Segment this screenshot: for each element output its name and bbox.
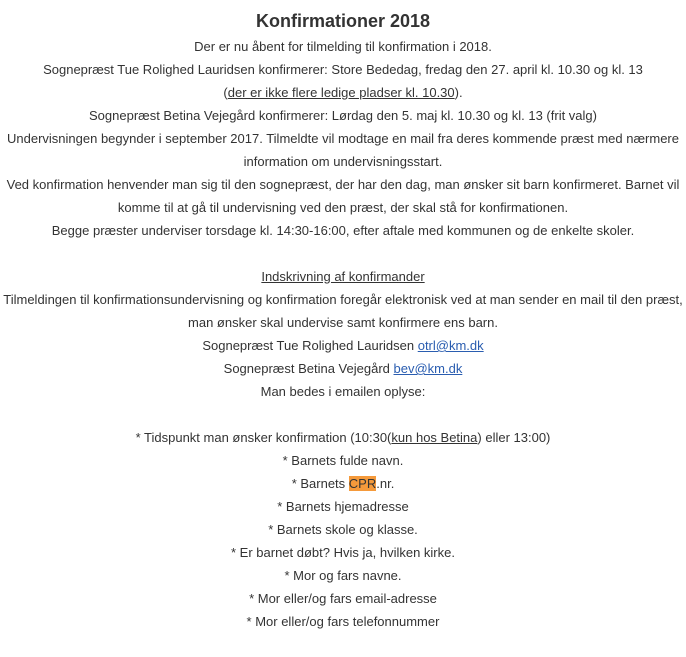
list-item-address: * Barnets hjemadresse [277, 499, 409, 514]
list-item-parent-phone: * Mor eller/og fars telefonnummer [246, 614, 440, 629]
enrollment-heading-text: Indskrivning af konfirmander [261, 269, 425, 284]
teaching-start-line-2: information om undervisningsstart. [243, 154, 443, 169]
tue-contact-label: Sognepræst Tue Rolighed Lauridsen [202, 338, 418, 353]
tue-email-link[interactable]: otrl@km.dk [417, 338, 484, 353]
list-item-cpr-prefix: * Barnets [291, 476, 349, 491]
teaching-start-line-1: Undervisningen begynder i september 2017. Tilmeldte vil modtage en mail fra deres kommende præst med nærmere [7, 131, 679, 146]
list-item-cpr-suffix: .nr. [376, 476, 395, 491]
list-item-time-prefix: * Tidspunkt man ønsker konfirmation (10:30( [135, 430, 392, 445]
list-item-parent-names: * Mor og fars navne. [284, 568, 402, 583]
tue-availability-note [0, 81, 686, 104]
betina-contact-label: Sognepræst Betina Vejegård [223, 361, 394, 376]
enrollment-heading [0, 265, 686, 288]
enrollment-desc-line-1: Tilmeldingen til konfirmationsundervisning og konfirmation foregår elektronisk ved at man sender en mail til den præst, [3, 292, 683, 307]
list-item-time [0, 426, 686, 449]
note-open-paren: ( [223, 85, 228, 100]
list-item-full-name: * Barnets fulde navn. [282, 453, 404, 468]
betina-contact [0, 357, 686, 380]
page-title: Konfirmationer 2018 [255, 11, 431, 31]
cpr-highlight: CPR [348, 476, 377, 491]
list-item-parent-email: * Mor eller/og fars email-adresse [249, 591, 437, 606]
no-seats-note: der er ikke flere ledige pladser kl. 10.30 [227, 85, 455, 100]
teaching-schedule: Begge præster underviser torsdage kl. 14:30-16:00, efter aftale med kommunen og de enkelte skoler. [51, 223, 635, 238]
enrollment-desc-line-2: man ønsker skal undervise samt konfirmere ens barn. [188, 315, 498, 330]
betina-email-link[interactable]: bev@km.dk [393, 361, 463, 376]
list-item-school: * Barnets skole og klasse. [268, 522, 418, 537]
intro-text: Der er nu åbent for tilmelding til konfirmation i 2018. [194, 39, 492, 54]
tue-schedule: Sognepræst Tue Rolighed Lauridsen konfirmerer: Store Bededag, fredag den 27. april kl. 10.30 og kl. 13 [43, 62, 643, 77]
contact-info-line-2: komme til at gå til undervisning ved den præst, der skal stå for konfirmationen. [117, 200, 569, 215]
note-close-paren: ). [454, 85, 463, 100]
list-item-time-suffix: ) eller 13:00) [477, 430, 551, 445]
email-request-text: Man bedes i emailen oplyse: [260, 384, 426, 399]
tue-contact [0, 334, 686, 357]
list-item-cpr [0, 472, 686, 495]
betina-schedule: Sognepræst Betina Vejegård konfirmerer: Lørdag den 5. maj kl. 10.30 og kl. 13 (frit valg) [89, 108, 597, 123]
only-betina-note: kun hos Betina [391, 430, 478, 445]
spacer [0, 403, 686, 426]
spacer [0, 242, 686, 265]
list-item-baptism: * Er barnet døbt? Hvis ja, hvilken kirke. [231, 545, 455, 560]
contact-info-line-1: Ved konfirmation henvender man sig til den sognepræst, der har den dag, man ønsker sit barn konfirmeret. Barnet vil [6, 177, 680, 192]
